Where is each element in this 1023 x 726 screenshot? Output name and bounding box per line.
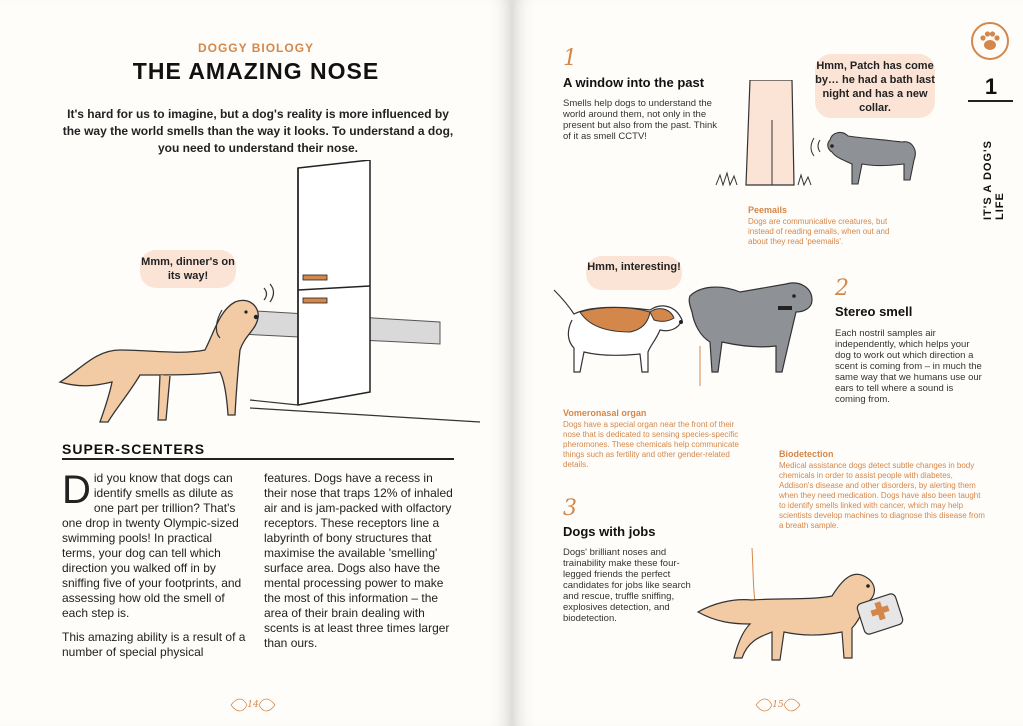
item-2-title: Stereo smell	[835, 304, 913, 319]
biodetection-heading: Biodetection	[779, 449, 834, 459]
chapter-number: 1	[984, 74, 998, 99]
retriever	[698, 574, 874, 660]
peemails-heading: Peemails	[748, 205, 788, 215]
section-kicker: DOGGY BIOLOGY	[197, 41, 315, 55]
vomeronasal-heading: Vomeronasal organ	[563, 408, 647, 418]
right-page	[512, 0, 1023, 726]
patch-speech-bubble: Hmm, Patch has come by… he had a bath last night and has a new collar.	[815, 54, 935, 118]
beagle	[554, 290, 683, 372]
heading-rule	[62, 458, 454, 460]
body-column-2: features. Dogs have a recess in their nose that traps 12% of inhaled air and is jam-packed with olfactory receptors. These receptors line a labyrinth of bony structures that maximise the available 'smelling' surface area. Dogs also have the mental processing power to make the most of this information – the area of their brain dealing with scents is at least three times larger than ours.	[264, 471, 453, 650]
tree-trunk	[746, 80, 794, 185]
item-1-number: 1	[563, 46, 577, 71]
col1-paragraph-2: This amazing ability is a result of a number of special physical	[62, 630, 246, 659]
page-title: THE AMAZING NOSE	[132, 58, 380, 84]
medical-dog-illustration	[692, 540, 912, 670]
col1-paragraph-1: id you know that dogs can identify smells as dilute as one part per trillion? That's one drop in twenty Olympic-sized swimming pools! In practical terms, your dog can tell which direction you walked off in by sniffing five of your footprints, and assessing how old the smell of each step is.	[62, 471, 242, 620]
item-3-number: 3	[563, 496, 577, 521]
item-1-text: Smells help dogs to understand the world around them, not only in the present but also from the past. Think of it as smell CCTV!	[563, 98, 718, 142]
peemails-text: Dogs are communicative creatures, but instead of reading emails, when out and about they read 'peemails'.	[748, 217, 890, 246]
dinner-speech-bubble: Mmm, dinner's on its way!	[140, 250, 236, 288]
vomeronasal-text: Dogs have a special organ near the front of their nose that is dedicated to sensing species-specific pheromones. These chemicals help communicate things such as fertility and other gender-related details.	[563, 420, 739, 469]
item-3-text: Dogs' brilliant noses and trainability make these four-legged friends the perfect candidates for jobs like search and rescue, truffle sniffing, explosives detection, and biodetection.	[563, 547, 691, 624]
fridge-dog-illustration	[40, 160, 480, 430]
super-scenters-heading: SUPER-SCENTERS	[62, 441, 206, 457]
item-1-title: A window into the past	[563, 75, 705, 90]
interesting-speech-bubble: Hmm, interesting!	[586, 256, 682, 290]
grey-schnauzer	[811, 133, 915, 184]
intro-paragraph: It's hard for us to imagine, but a dog's reality is more influenced by the way the world smells than the way it looks. To understand a dog, you need to understand their nose.	[62, 107, 454, 155]
fridge	[298, 160, 370, 405]
page-number-right: 15	[772, 700, 784, 710]
body-column-1	[62, 468, 248, 621]
page-number-left: 14	[247, 700, 259, 710]
item-2-text: Each nostril samples air independently, which helps your dog to work out which direction a scent is coming from – in much the same way that we humans use our ears to tell where a sound is coming from.	[835, 328, 982, 405]
item-2-number: 2	[835, 276, 849, 301]
paw-icon	[971, 22, 1009, 60]
beagle-schnauzer-illustration	[550, 276, 830, 386]
biodetection-text: Medical assistance dogs detect subtle changes in body chemicals in order to assist people with diabetes, Addison's disease and other disorders, by alerting them when they need medication. Dogs have also been taught to identify smells linked with cancer, which may help scientists develop machines to diagnose this disease from a breath sample.	[779, 461, 985, 530]
stereo-schnauzer	[689, 283, 812, 372]
drop-cap: D	[62, 468, 91, 512]
golden-dog	[60, 284, 274, 422]
chapter-title-vertical: IT'S A DOG'S LIFE	[982, 140, 1006, 220]
chapter-rule	[968, 100, 1013, 102]
item-3-title: Dogs with jobs	[563, 524, 656, 539]
